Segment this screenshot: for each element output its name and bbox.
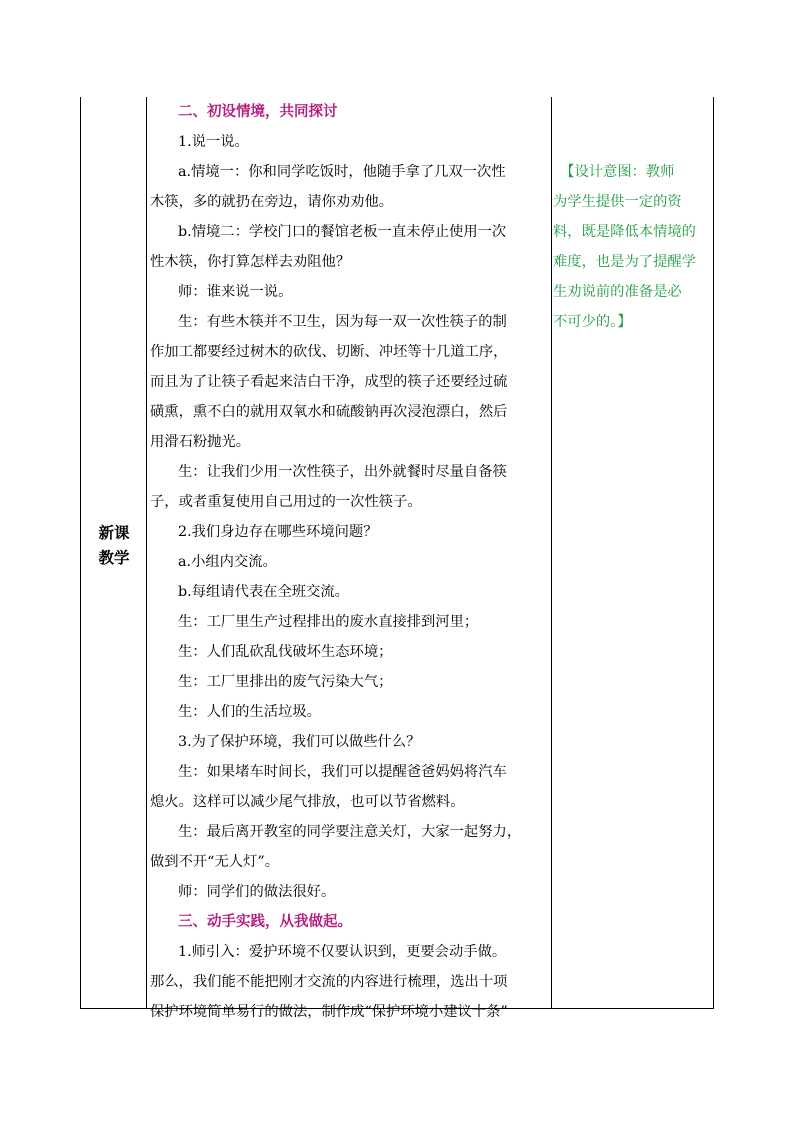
table-col-divider-2 [551,97,552,1009]
design-note-line: 难度，也是为了提醒学 [553,254,696,270]
content-line: 师：谁来说一说。 [178,284,293,300]
lesson-content [150,97,550,1027]
content-line: 师：同学们的做法很好。 [178,884,336,900]
table-right-border [713,97,714,1009]
design-intent-note [553,157,713,337]
content-line: 3.为了保护环境，我们可以做些什么？ [178,734,421,750]
section-heading: 二、初设情境，共同探讨 [178,104,338,120]
content-line: 子，或者重复使用自己用过的一次性筷子。 [150,494,422,510]
section-label-line-2: 教学 [98,549,130,567]
content-line: 生：人们的生活垃圾。 [178,704,321,720]
content-line: 生：工厂里排出的废气污染大气； [178,674,393,690]
content-line: 生：如果堵车时间长，我们可以提醒爸爸妈妈将汽车 [178,764,507,780]
design-note-line: 生劝说前的准备是必 [553,284,682,300]
content-line: a.小组内交流。 [178,554,277,570]
content-line: 那么，我们能不能把刚才交流的内容进行梳理，选出十项 [150,974,508,990]
table-left-border [80,97,81,1009]
design-note-line: 【设计意图：教师 [553,164,675,180]
content-line: b.每组请代表在全班交流。 [178,584,349,600]
section-label [82,521,146,571]
content-line: 1.说一说。 [178,134,249,150]
content-line: 生：人们乱砍乱伐破坏生态环境； [178,644,393,660]
content-line: 磺熏，熏不白的就用双氧水和硫酸钠再次浸泡漂白，然后 [150,404,508,420]
content-line: 木筷，多的就扔在旁边，请你劝劝他。 [150,194,394,210]
content-line: 2.我们身边存在哪些环境问题？ [178,524,378,540]
content-line: 生：让我们少用一次性筷子，出外就餐时尽量自备筷 [178,464,507,480]
content-line: 作加工都要经过树木的砍伐、切断、冲坯等十几道工序， [150,344,508,360]
design-note-line: 不可少的。】 [553,314,632,330]
content-line: 1.师引入：爱护环境不仅要认识到，更要会动手做。 [178,944,507,960]
content-line: 做到不开“无人灯”。 [150,854,279,870]
content-line: 生：最后离开教室的同学要注意关灯，大家一起努力， [178,824,522,840]
content-line: a.情境一：你和同学吃饭时，他随手拿了几双一次性 [178,164,506,180]
content-line: 性木筷，你打算怎样去劝阻他？ [150,254,351,270]
design-note-line: 料，既是降低本情境的 [553,224,696,240]
section-heading: 三、动手实践，从我做起。 [178,914,352,930]
content-line: 而且为了让筷子看起来洁白干净，成型的筷子还要经过硫 [150,374,508,390]
design-note-line: 为学生提供一定的资 [553,194,682,210]
content-line: 生：工厂里生产过程排出的废水直接排到河里； [178,614,479,630]
content-line: 生：有些木筷并不卫生，因为每一双一次性筷子的制 [178,314,507,330]
table-col-divider-1 [146,97,147,1009]
content-line: 用滑石粉抛光。 [150,434,251,450]
content-line: 保护环境简单易行的做法，制作成“保护环境小建议十条” [150,1004,508,1020]
section-label-line-1: 新课 [98,524,130,542]
content-line: 熄火。这样可以减少尾气排放，也可以节省燃料。 [150,794,465,810]
content-line: b.情境二：学校门口的餐馆老板一直未停止使用一次 [178,224,507,240]
